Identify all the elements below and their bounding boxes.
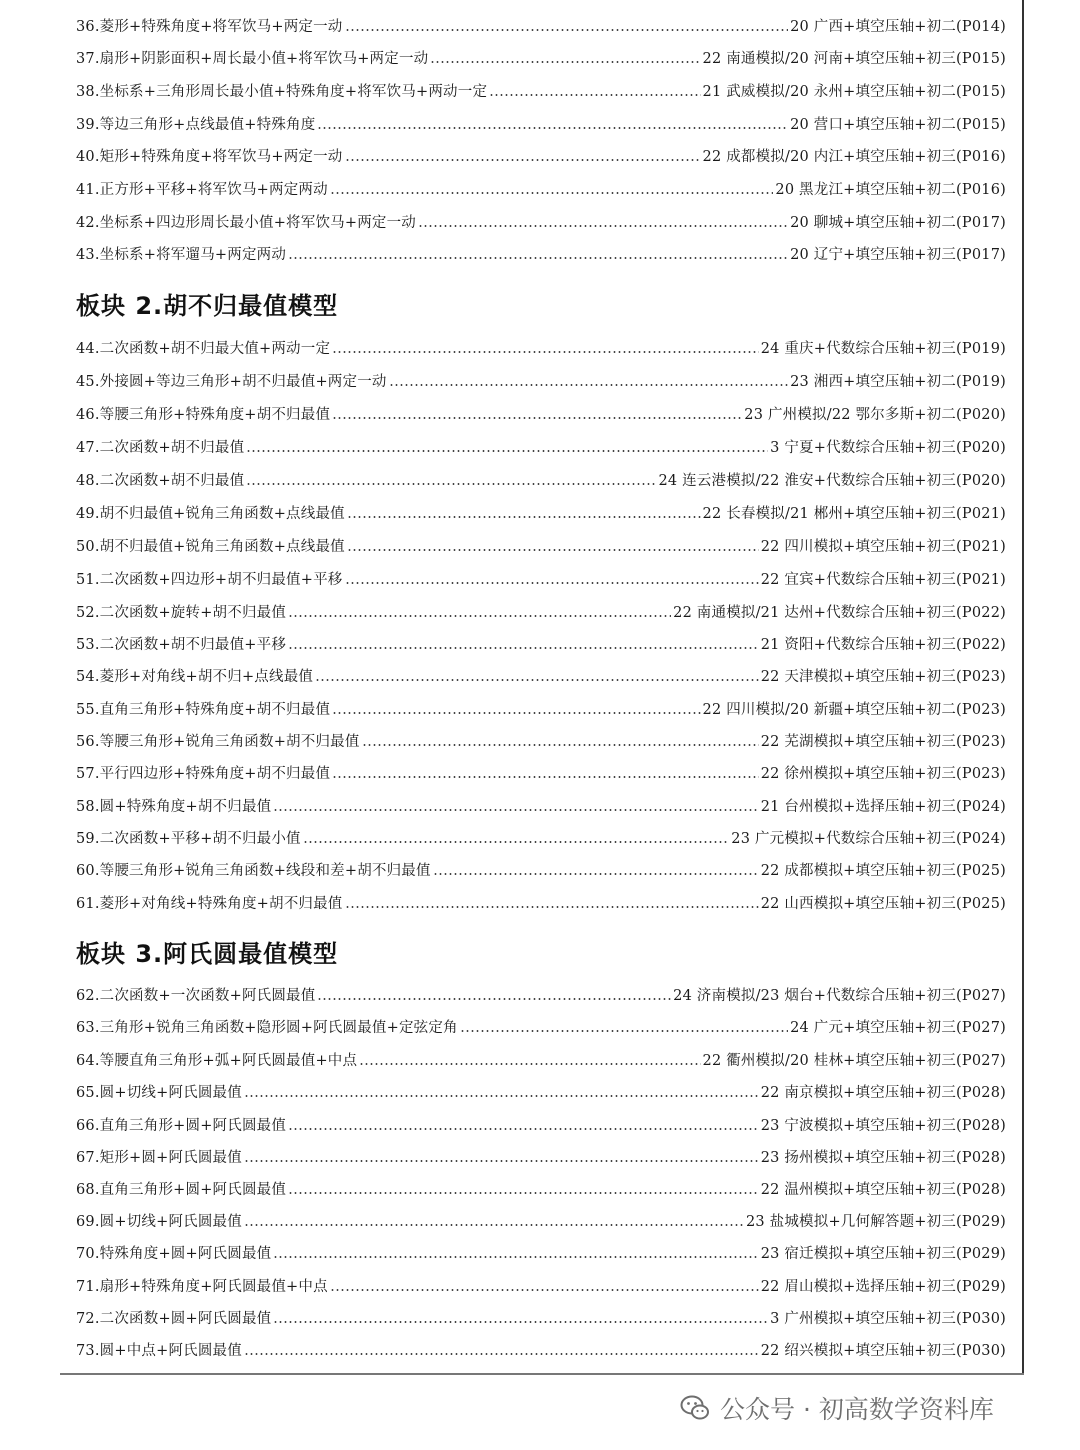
entry-topic: 57.平行四边形+特殊角度+胡不归最值 [76, 766, 331, 782]
toc-entry [76, 1273, 1006, 1301]
dot-leader [288, 1192, 759, 1194]
toc-entry [76, 825, 1006, 853]
dot-leader [345, 159, 701, 161]
entry-source: 23 盐城模拟+几何解答题+初三(P029) [745, 1214, 1006, 1230]
dot-leader [389, 384, 788, 386]
dot-leader [359, 1063, 700, 1065]
dot-leader [288, 1128, 759, 1130]
dot-leader [288, 647, 759, 649]
toc-entry [76, 176, 1006, 204]
entry-source: 21 武威模拟/20 永州+填空压轴+初二(P015) [702, 84, 1006, 100]
entry-topic: 36.菱形+特殊角度+将军饮马+两定一动 [76, 19, 343, 35]
entry-topic: 66.直角三角形+圆+阿氏圆最值 [76, 1118, 287, 1134]
entry-source: 22 天津模拟+填空压轴+初三(P023) [760, 669, 1006, 685]
dot-leader [362, 744, 759, 746]
entry-topic: 38.坐标系+三角形周长最小值+特殊角度+将军饮马+两动一定 [76, 84, 488, 100]
entry-topic: 69.圆+切线+阿氏圆最值 [76, 1214, 242, 1230]
toc-entry [76, 368, 1006, 396]
toc-entry [76, 663, 1006, 691]
toc-entry [76, 209, 1006, 237]
dot-leader [244, 1353, 759, 1355]
dot-leader [347, 516, 701, 518]
dot-leader [273, 1321, 768, 1323]
entry-topic: 53.二次函数+胡不归最值+平移 [76, 637, 287, 653]
toc-entry [76, 111, 1006, 139]
dot-leader [347, 549, 759, 551]
dot-leader [288, 615, 671, 617]
entry-topic: 50.胡不归最值+锐角三角函数+点线最值 [76, 539, 345, 555]
toc-entry [76, 45, 1006, 73]
entry-topic: 60.等腰三角形+锐角三角函数+线段和差+胡不归最值 [76, 863, 431, 879]
entry-source: 22 眉山模拟+选择压轴+初三(P029) [760, 1279, 1006, 1295]
section-heading: 板块 3.阿氏圆最值模型 [76, 940, 339, 968]
entry-source: 22 绍兴模拟+填空压轴+初三(P030) [760, 1343, 1006, 1359]
entry-source: 22 山西模拟+填空压轴+初三(P025) [760, 896, 1006, 912]
entry-source: 23 宿迁模拟+填空压轴+初三(P029) [760, 1246, 1006, 1262]
entry-topic: 58.圆+特殊角度+胡不归最值 [76, 799, 272, 815]
entry-topic: 70.特殊角度+圆+阿氏圆最值 [76, 1246, 272, 1262]
entry-source: 22 南通模拟/20 河南+填空压轴+初三(P015) [702, 51, 1006, 67]
toc-entry [76, 467, 1006, 495]
toc-entry [76, 982, 1006, 1010]
dot-leader [246, 483, 656, 485]
watermark-text: 公众号 · 初高数学资料库 [720, 1395, 994, 1424]
dot-leader [273, 1256, 758, 1258]
entry-topic: 47.二次函数+胡不归最值 [76, 440, 245, 456]
entry-topic: 63.三角形+锐角三角函数+隐形圆+阿氏圆最值+定弦定角 [76, 1020, 458, 1036]
entry-source: 22 长春模拟/21 郴州+填空压轴+初三(P021) [702, 506, 1006, 522]
dot-leader [288, 257, 788, 259]
wechat-icon [680, 1394, 710, 1422]
entry-source: 22 芜湖模拟+填空压轴+初三(P023) [760, 734, 1006, 750]
entry-source: 3 广州模拟+填空压轴+初三(P030) [770, 1311, 1006, 1327]
dot-leader [317, 127, 788, 129]
entry-topic: 46.等腰三角形+特殊角度+胡不归最值 [76, 407, 331, 423]
toc-entry [76, 1305, 1006, 1333]
entry-source: 21 台州模拟+选择压轴+初三(P024) [760, 799, 1006, 815]
toc-entry [76, 599, 1006, 627]
entry-topic: 44.二次函数+胡不归最大值+两动一定 [76, 341, 331, 357]
entry-source: 22 温州模拟+填空压轴+初三(P028) [760, 1182, 1006, 1198]
entry-source: 24 重庆+代数综合压轴+初三(P019) [760, 341, 1006, 357]
toc-entry [76, 241, 1006, 269]
entry-topic: 56.等腰三角形+锐角三角函数+胡不归最值 [76, 734, 360, 750]
toc-entry [76, 1047, 1006, 1075]
entry-topic: 67.矩形+圆+阿氏圆最值 [76, 1150, 242, 1166]
entry-topic: 39.等边三角形+点线最值+特殊角度 [76, 117, 316, 133]
entry-source: 22 南通模拟/21 达州+代数综合压轴+初三(P022) [673, 605, 1006, 621]
watermark [680, 1388, 994, 1428]
dot-leader [317, 998, 671, 1000]
dot-leader [332, 351, 759, 353]
entry-source: 20 聊城+填空压轴+初二(P017) [790, 215, 1006, 231]
toc-entry [76, 566, 1006, 594]
toc-entry [76, 434, 1006, 462]
entry-topic: 62.二次函数+一次函数+阿氏圆最值 [76, 988, 316, 1004]
right-border-rule [1022, 0, 1024, 1375]
entry-topic: 73.圆+中点+阿氏圆最值 [76, 1343, 242, 1359]
toc-entry [76, 533, 1006, 561]
entry-source: 20 营口+填空压轴+初二(P015) [790, 117, 1006, 133]
entry-topic: 42.坐标系+四边形周长最小值+将军饮马+两定一动 [76, 215, 417, 231]
entry-topic: 40.矩形+特殊角度+将军饮马+两定一动 [76, 149, 343, 165]
toc-entry [76, 143, 1006, 171]
entry-source: 22 衢州模拟/20 桂林+填空压轴+初三(P027) [702, 1053, 1006, 1069]
entry-source: 3 宁夏+代数综合压轴+初三(P020) [770, 440, 1006, 456]
toc-entry [76, 500, 1006, 528]
entry-topic: 48.二次函数+胡不归最值 [76, 473, 245, 489]
entry-topic: 55.直角三角形+特殊角度+胡不归最值 [76, 702, 331, 718]
entry-source: 20 黑龙江+填空压轴+初二(P016) [775, 182, 1006, 198]
entry-source: 22 成都模拟+填空压轴+初三(P025) [760, 863, 1006, 879]
dot-leader [315, 679, 759, 681]
entry-source: 22 徐州模拟+填空压轴+初三(P023) [760, 766, 1006, 782]
entry-topic: 64.等腰直角三角形+弧+阿氏圆最值+中点 [76, 1053, 358, 1069]
toc-entry [76, 1240, 1006, 1268]
entry-source: 22 南京模拟+填空压轴+初三(P028) [760, 1085, 1006, 1101]
entry-source: 22 四川模拟/20 新疆+填空压轴+初二(P023) [702, 702, 1006, 718]
dot-leader [303, 841, 730, 843]
dot-leader [332, 417, 742, 419]
entry-topic: 54.菱形+对角线+胡不归+点线最值 [76, 669, 314, 685]
entry-topic: 49.胡不归最值+锐角三角函数+点线最值 [76, 506, 345, 522]
entry-source: 20 广西+填空压轴+初二(P014) [790, 19, 1006, 35]
entry-topic: 41.正方形+平移+将军饮马+两定两动 [76, 182, 328, 198]
toc-entry [76, 1079, 1006, 1107]
entry-source: 24 济南模拟/23 烟台+代数综合压轴+初三(P027) [673, 988, 1006, 1004]
entry-topic: 65.圆+切线+阿氏圆最值 [76, 1085, 242, 1101]
bottom-border-rule [60, 1373, 1024, 1375]
toc-entry [76, 1176, 1006, 1204]
toc-entry [76, 728, 1006, 756]
dot-leader [330, 1289, 759, 1291]
toc-entry [76, 890, 1006, 918]
toc-entry [76, 1144, 1006, 1172]
entry-source: 24 连云港模拟/22 淮安+代数综合压轴+初三(P020) [658, 473, 1006, 489]
section-heading: 板块 2.胡不归最值模型 [76, 292, 339, 320]
dot-leader [345, 582, 759, 584]
dot-leader [330, 192, 774, 194]
dot-leader [273, 809, 758, 811]
entry-source: 22 宜宾+代数综合压轴+初三(P021) [760, 572, 1006, 588]
dot-leader [244, 1095, 759, 1097]
toc-entry [76, 1014, 1006, 1042]
entry-topic: 52.二次函数+旋转+胡不归最值 [76, 605, 287, 621]
toc-entry [76, 1208, 1006, 1236]
entry-topic: 71.扇形+特殊角度+阿氏圆最值+中点 [76, 1279, 328, 1295]
toc-entry [76, 760, 1006, 788]
toc-entry [76, 1112, 1006, 1140]
dot-leader [460, 1030, 788, 1032]
dot-leader [332, 776, 759, 778]
dot-leader [345, 906, 759, 908]
dot-leader [244, 1224, 744, 1226]
toc-entry [76, 793, 1006, 821]
dot-leader [244, 1160, 759, 1162]
entry-topic: 59.二次函数+平移+胡不归最小值 [76, 831, 301, 847]
toc-entry [76, 335, 1006, 363]
entry-source: 23 广州模拟/22 鄂尔多斯+初二(P020) [744, 407, 1006, 423]
entry-source: 20 辽宁+填空压轴+初三(P017) [790, 247, 1006, 263]
toc-entry [76, 696, 1006, 724]
entry-source: 22 四川模拟+填空压轴+初三(P021) [760, 539, 1006, 555]
entry-source: 23 湘西+填空压轴+初二(P019) [790, 374, 1006, 390]
toc-entry [76, 401, 1006, 429]
toc-entry [76, 1337, 1006, 1365]
entry-topic: 68.直角三角形+圆+阿氏圆最值 [76, 1182, 287, 1198]
entry-topic: 72.二次函数+圆+阿氏圆最值 [76, 1311, 272, 1327]
dot-leader [246, 450, 768, 452]
toc-entry [76, 631, 1006, 659]
entry-source: 21 资阳+代数综合压轴+初三(P022) [760, 637, 1006, 653]
entry-topic: 43.坐标系+将军遛马+两定两动 [76, 247, 287, 263]
entry-source: 23 广元模拟+代数综合压轴+初三(P024) [731, 831, 1006, 847]
dot-leader [433, 873, 759, 875]
toc-entry [76, 78, 1006, 106]
dot-leader [332, 712, 700, 714]
entry-topic: 51.二次函数+四边形+胡不归最值+平移 [76, 572, 343, 588]
dot-leader [418, 225, 788, 227]
entry-source: 23 宁波模拟+填空压轴+初三(P028) [760, 1118, 1006, 1134]
entry-source: 23 扬州模拟+填空压轴+初三(P028) [760, 1150, 1006, 1166]
toc-entry [76, 857, 1006, 885]
entry-source: 24 广元+填空压轴+初三(P027) [790, 1020, 1006, 1036]
dot-leader [489, 94, 700, 96]
toc-entry [76, 13, 1006, 41]
dot-leader [345, 29, 789, 31]
entry-topic: 61.菱形+对角线+特殊角度+胡不归最值 [76, 896, 343, 912]
dot-leader [430, 61, 700, 63]
entry-topic: 45.外接圆+等边三角形+胡不归最值+两定一动 [76, 374, 387, 390]
entry-topic: 37.扇形+阴影面积+周长最小值+将军饮马+两定一动 [76, 51, 429, 67]
entry-source: 22 成都模拟/20 内江+填空压轴+初三(P016) [702, 149, 1006, 165]
